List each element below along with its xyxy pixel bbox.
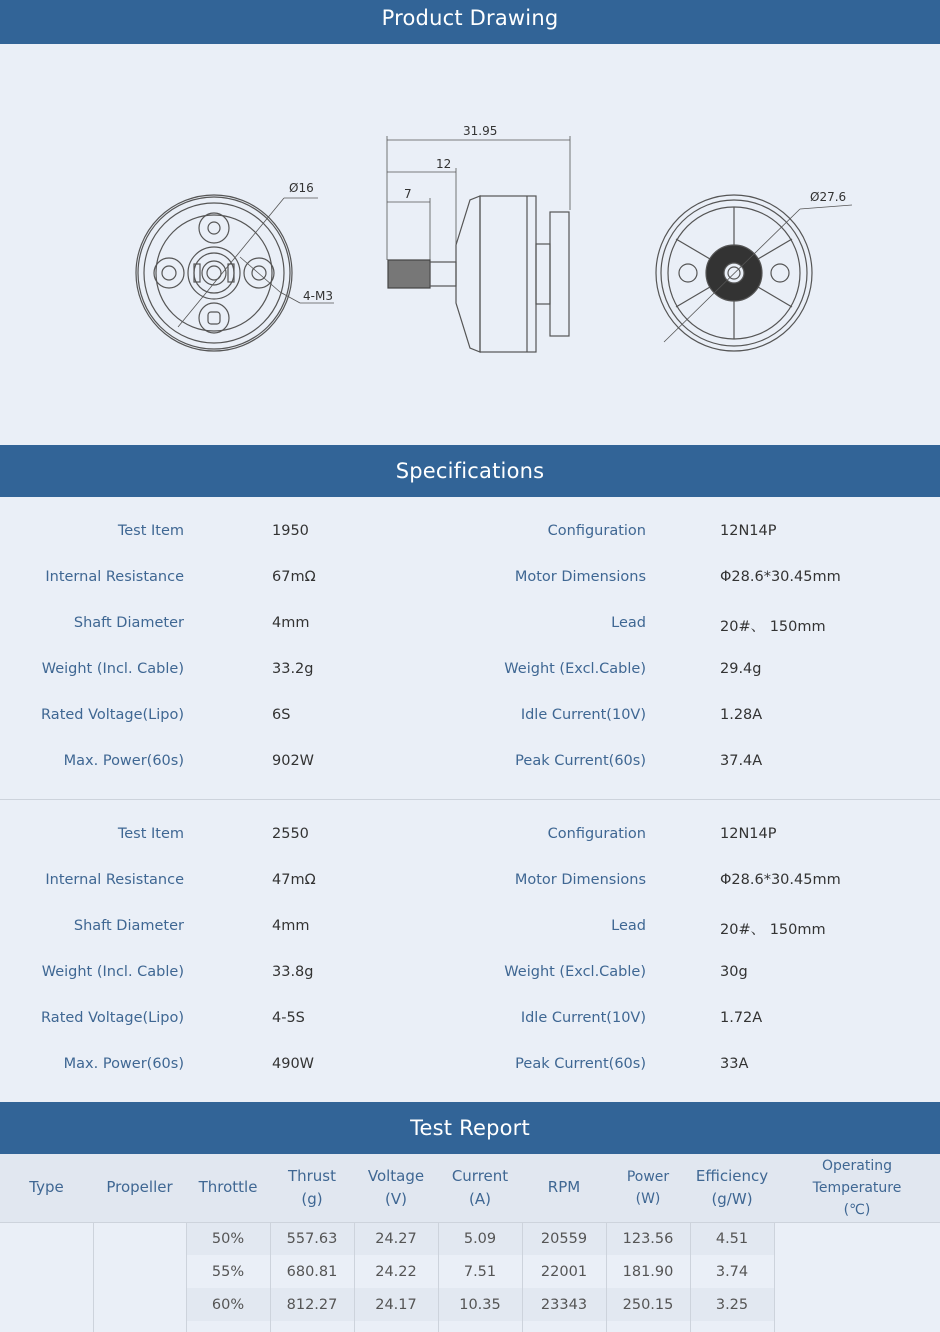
svg-text:4-M3: 4-M3: [303, 289, 333, 303]
col-power: Power (W): [606, 1154, 690, 1222]
section-title: Product Drawing: [381, 6, 559, 30]
spec-label: Test Item: [117, 523, 184, 539]
cell-temperature: [774, 1222, 940, 1332]
spec-label: Peak Current(60s): [515, 753, 646, 769]
spec-row: [0, 555, 940, 601]
spec-label: Peak Current(60s): [515, 1056, 646, 1072]
col-rpm: RPM: [522, 1154, 606, 1222]
spec-label: Weight (Excl.Cable): [504, 964, 646, 980]
spec-label: Motor Dimensions: [514, 569, 646, 585]
cell-power: 250.15: [606, 1288, 690, 1321]
spec-label: Configuration: [547, 826, 646, 842]
col-propeller: Propeller: [93, 1154, 186, 1222]
cell-current: 10.35: [438, 1288, 522, 1321]
spec-value: 29.4g: [720, 661, 762, 677]
spec-label: Configuration: [547, 523, 646, 539]
spec-row: [0, 996, 940, 1042]
svg-text:Ø27.6: Ø27.6: [810, 190, 847, 204]
spec-value: 67mΩ: [272, 569, 316, 585]
spec-label: Rated Voltage(Lipo): [41, 1010, 184, 1026]
col-current: Current (A): [438, 1154, 522, 1222]
svg-text:31.95: 31.95: [463, 124, 498, 138]
spec-value: 4-5S: [272, 1010, 305, 1026]
cell-current: 7.51: [438, 1255, 522, 1288]
cell-thrust: 680.81: [270, 1255, 354, 1288]
cell-propeller: [93, 1222, 186, 1332]
cell-power: 123.56: [606, 1222, 690, 1255]
cell-voltage: 24.17: [354, 1288, 438, 1321]
spec-value: 47mΩ: [272, 872, 316, 888]
spec-block-2550: [0, 800, 940, 1102]
spec-value: 33.2g: [272, 661, 314, 677]
cell-throttle: 50%: [186, 1222, 270, 1255]
svg-text:Ø16: Ø16: [289, 181, 314, 195]
spec-row: [0, 904, 940, 950]
cell-rpm: 23343: [522, 1288, 606, 1321]
cell-efficiency: 4.51: [690, 1222, 774, 1255]
cell-voltage: 24.22: [354, 1255, 438, 1288]
spec-block-1950: [0, 497, 940, 799]
spec-row: [0, 1042, 940, 1088]
spec-row: [0, 601, 940, 647]
spec-value: 12N14P: [720, 826, 777, 842]
spec-value: 902W: [272, 753, 315, 769]
spec-label: Shaft Diameter: [73, 918, 184, 934]
spec-value: 6S: [272, 707, 291, 723]
spec-label: Idle Current(10V): [520, 1010, 646, 1026]
spec-value: 37.4A: [720, 753, 763, 769]
cell-efficiency: 3.74: [690, 1255, 774, 1288]
spec-value: 20#、 150mm: [720, 619, 826, 635]
spec-label: Max. Power(60s): [63, 753, 184, 769]
spec-value: 33A: [720, 1056, 749, 1072]
cell-type: [0, 1222, 93, 1332]
spec-value: 1950: [272, 523, 309, 539]
spec-label: Max. Power(60s): [63, 1056, 184, 1072]
table-row: [0, 1222, 940, 1255]
spec-label: Weight (Incl. Cable): [41, 661, 184, 677]
svg-text:7: 7: [404, 187, 412, 201]
spec-row: [0, 647, 940, 693]
svg-text:12: 12: [436, 157, 452, 171]
cell-thrust: 812.27: [270, 1288, 354, 1321]
spec-value: 4mm: [272, 615, 310, 631]
spec-row: [0, 509, 940, 555]
spec-value: 4mm: [272, 918, 310, 934]
spec-value: 33.8g: [272, 964, 314, 980]
product-drawing-header: [0, 0, 940, 44]
product-drawing: [0, 44, 940, 445]
spec-row: [0, 693, 940, 739]
col-voltage: Voltage (V): [354, 1154, 438, 1222]
test-report-table: [0, 1154, 940, 1332]
test-report-header: [0, 1102, 940, 1154]
col-type: Type: [0, 1154, 93, 1222]
cell-power: 181.90: [606, 1255, 690, 1288]
spec-row: [0, 858, 940, 904]
spec-row: [0, 950, 940, 996]
motor-drawing-icon: [0, 44, 940, 445]
spec-label: Shaft Diameter: [73, 615, 184, 631]
cell-efficiency: 3.25: [690, 1288, 774, 1321]
cell-throttle: 55%: [186, 1255, 270, 1288]
cell-voltage: 24.27: [354, 1222, 438, 1255]
spec-label: Weight (Incl. Cable): [41, 964, 184, 980]
cell-rpm: 22001: [522, 1255, 606, 1288]
cell-throttle: 60%: [186, 1288, 270, 1321]
col-thrust: Thrust (g): [270, 1154, 354, 1222]
spec-label: Idle Current(10V): [520, 707, 646, 723]
col-efficiency: Efficiency (g/W): [690, 1154, 774, 1222]
table-header-row: [0, 1154, 940, 1222]
spec-label: Lead: [611, 615, 646, 631]
spec-label: Test Item: [117, 826, 184, 842]
spec-label: Motor Dimensions: [514, 872, 646, 888]
spec-value: 1.28A: [720, 707, 763, 723]
cell-thrust: 557.63: [270, 1222, 354, 1255]
spec-label: Lead: [611, 918, 646, 934]
spec-value: 20#、 150mm: [720, 922, 826, 938]
spec-label: Weight (Excl.Cable): [504, 661, 646, 677]
specifications-header: [0, 445, 940, 497]
spec-row: [0, 739, 940, 785]
spec-row: [0, 812, 940, 858]
spec-value: Φ28.6*30.45mm: [720, 872, 841, 888]
section-title: Test Report: [410, 1116, 530, 1140]
cell-current: 5.09: [438, 1222, 522, 1255]
section-title: Specifications: [395, 459, 545, 483]
spec-value: 1.72A: [720, 1010, 763, 1026]
spec-label: Rated Voltage(Lipo): [41, 707, 184, 723]
spec-value: 2550: [272, 826, 309, 842]
spec-value: 30g: [720, 964, 748, 980]
spec-label: Internal Resistance: [45, 569, 184, 585]
spec-value: Φ28.6*30.45mm: [720, 569, 841, 585]
col-temperature: Operating Temperature (℃): [774, 1154, 940, 1222]
spec-label: Internal Resistance: [45, 872, 184, 888]
spec-value: 12N14P: [720, 523, 777, 539]
col-throttle: Throttle: [186, 1154, 270, 1222]
spec-value: 490W: [272, 1056, 315, 1072]
cell-rpm: 20559: [522, 1222, 606, 1255]
